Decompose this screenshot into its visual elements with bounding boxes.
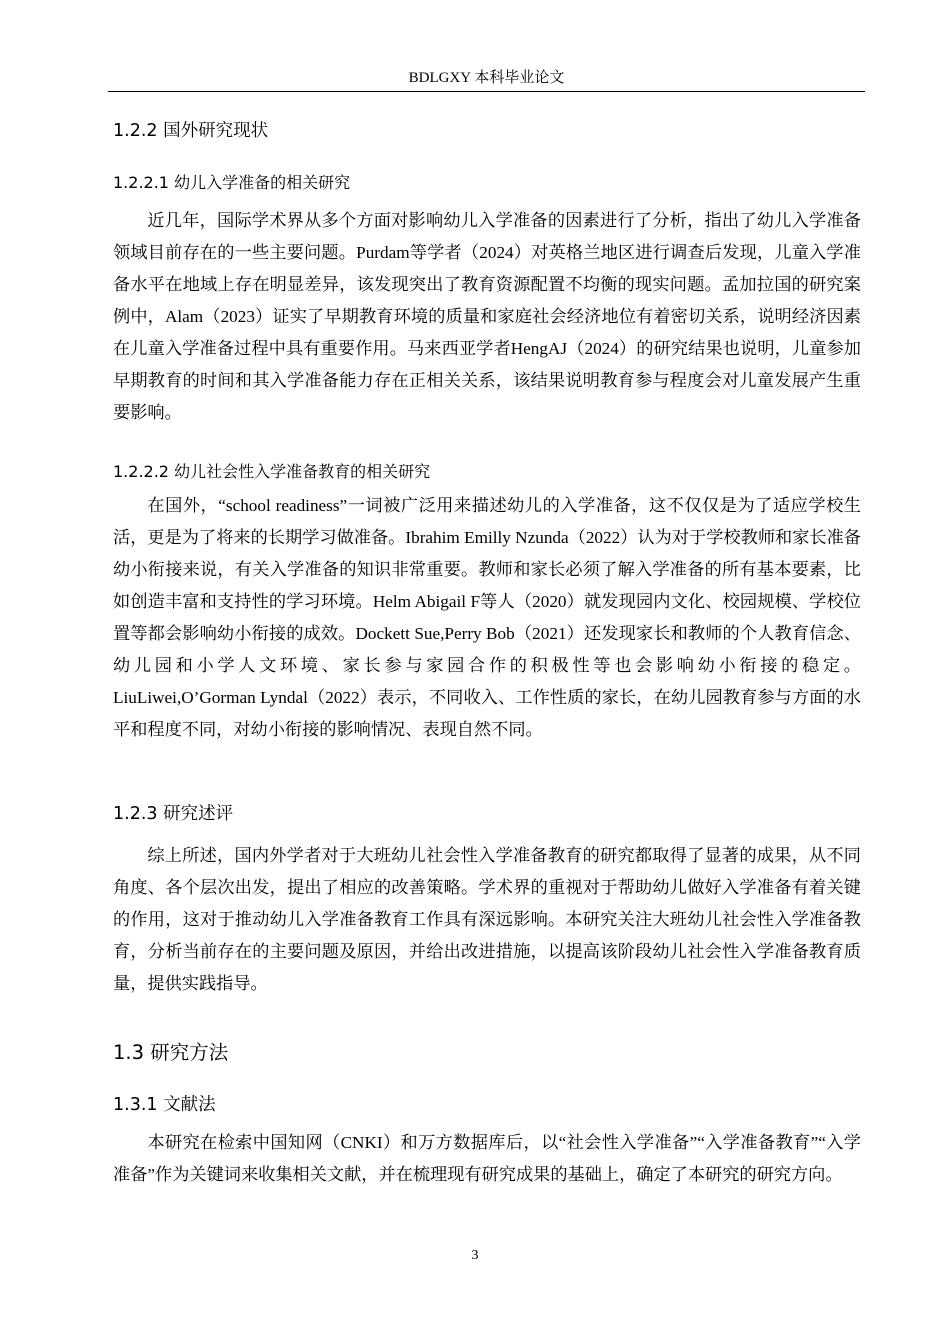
page-number: 3 — [471, 1248, 479, 1263]
paragraph-research-review: 综上所述，国内外学者对于大班幼儿社会性入学准备教育的研究都取得了显著的成果，从不同角度、各个层次出发，提出了相应的改善策略。学术界的重视对于帮助幼儿做好入学准备有着关键的作用，这对于推动幼儿入学准备教育工作具有深远影响。本研究关注大班幼儿社会性入学准备教育，分析当前存在的主要问题及原因，并给出改进措施，以提高该阶段幼儿社会性入学准备教育质量，提供实践指导。 — [113, 846, 861, 993]
paragraph-school-readiness-research: 近几年，国际学术界从多个方面对影响幼儿入学准备的因素进行了分析，指出了幼儿入学准备领域目前存在的一些主要问题。Purdam等学者（2024）对英格兰地区进行调查后发现，儿童入学准备水平在地域上存在明显差异，该发现突出了教育资源配置不均衡的现实问题。孟加拉国的研究案例中，Alam（2023）证实了早期教育环境的质量和家庭社会经济地位有着密切关系，说明经济因素在儿童入学准备过程中具有重要作用。马来西亚学者HengAJ（2024）的研究结果也说明，儿童参加早期教育的时间和其入学准备能力存在正相关关系，该结果说明教育参与程度会对儿童发展产生重要影响。 — [113, 211, 861, 422]
paragraph-literature-method: 本研究在检索中国知网（CNKI）和万方数据库后，以“社会性入学准备”“入学准备教育”“入学准备”作为关键词来收集相关文献，并在梳理现有研究成果的基础上，确定了本研究的研究方向。 — [113, 1133, 861, 1184]
running-header: BDLGXY 本科毕业论文 — [408, 70, 565, 86]
section-heading-1-2-2-1: 1.2.2.1 幼儿入学准备的相关研究 — [113, 173, 351, 192]
section-heading-1-2-2: 1.2.2 国外研究现状 — [113, 121, 269, 141]
section-heading-1-2-3: 1.2.3 研究述评 — [113, 804, 234, 824]
section-heading-1-3: 1.3 研究方法 — [113, 1041, 229, 1064]
paragraph-social-readiness-education: 在国外，“school readiness”一词被广泛用来描述幼儿的入学准备，这不仅仅是为了适应学校生活，更是为了将来的长期学习做准备。Ibrahim Emilly Nzunda（2022）认为对于学校教师和家长准备幼小衔接来说，有关入学准备的知识非常重要。教师和家长必须了解入学准备的所有基本要素，比如创造丰富和支持性的学习环境。Helm Abigail F等人（2020）就发现园内文化、校园规模、学校位置等都会影响幼小衔接的成效。Dockett Sue,Perry Bob（2021）还发现家长和教师的个人教育信念、幼儿园和小学人文环境、家长参与家园合作的积极性等也会影响幼小衔接的稳定。LiuLiwei,O’Gorman Lyndal（2022）表示，不同收入、工作性质的家长，在幼儿园教育参与方面的水平和程度不同，对幼小衔接的影响情况、表现自然不同。 — [113, 496, 861, 739]
header-rule — [108, 91, 865, 92]
section-heading-1-2-2-2: 1.2.2.2 幼儿社会性入学准备教育的相关研究 — [113, 462, 431, 481]
section-heading-1-3-1: 1.3.1 文献法 — [113, 1095, 216, 1115]
